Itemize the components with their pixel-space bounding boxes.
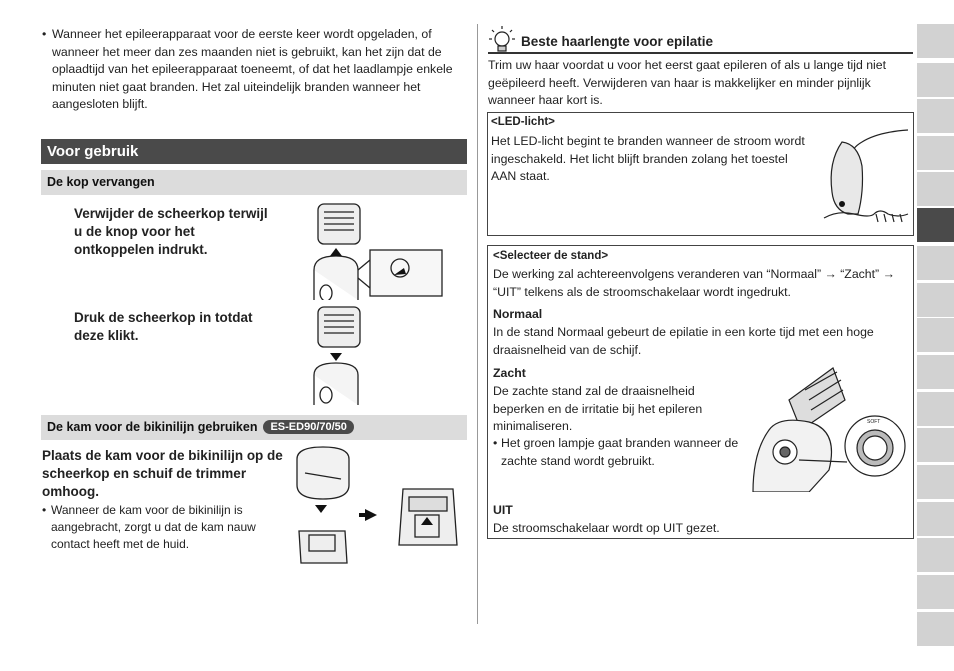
model-badge: ES-ED90/70/50 xyxy=(263,420,353,434)
page-tab-10[interactable] xyxy=(917,355,954,389)
normaal-title: Normaal xyxy=(493,307,543,321)
soft-label: SOFT xyxy=(867,419,881,425)
led-title: <LED-licht> xyxy=(491,116,555,128)
subsection-kop-title: De kop vervangen xyxy=(41,170,467,195)
page-tab-6-active[interactable] xyxy=(917,208,954,242)
page-tab-5[interactable] xyxy=(917,172,954,206)
page-tab-7[interactable] xyxy=(917,246,954,280)
stand-text: De werking zal achtereenvolgens veranderen van “Normaal” → “Zacht” → “UIT” telkens als de stroomschakelaar wordt ingedrukt. xyxy=(493,267,895,299)
zacht-bullet: • Het groen lampje gaat branden wanneer de zachte stand wordt gebruikt. xyxy=(493,435,745,470)
page-tab-3[interactable] xyxy=(917,99,954,133)
normaal-text: In de stand Normaal gebeurt de epilatie in een korte tijd met een hoge draaisnelheid van de schijf. xyxy=(493,325,874,357)
page-tab-8[interactable] xyxy=(917,283,954,317)
page-tab-12[interactable] xyxy=(917,428,954,462)
stand-title: <Selecteer de stand> xyxy=(493,250,609,262)
bikini-comb-illustration xyxy=(293,445,468,570)
attach-head-illustration xyxy=(300,305,370,405)
zacht-text: De zachte stand zal de draaisnelheid beperken en de irritatie bij het epileren minimaliseren. xyxy=(493,384,703,433)
uit-text: De stroomschakelaar wordt op UIT gezet. xyxy=(493,521,720,535)
section-title: Voor gebruik xyxy=(41,139,467,164)
tip-title: Beste haarlengte voor epilatie xyxy=(521,34,714,49)
page-tab-9[interactable] xyxy=(917,318,954,352)
subsection-kam-title xyxy=(41,415,467,440)
led-hand-illustration xyxy=(818,122,910,226)
kam-title-text: De kam voor de bikinilijn gebruiken xyxy=(47,420,258,434)
page-tab-14[interactable] xyxy=(917,502,954,536)
tip-title-underline xyxy=(488,52,913,54)
intro-bullet: • Wanneer het epileerapparaat voor de eerste keer wordt opgeladen, of wanneer het meer dan zes maanden niet is gebruikt, kan het zijn dat de oplaadtijd van het epileerapparaat toeneemt, of dat het laadlampje enkele minuten niet gaat branden. Het zal uiteindelijk branden wanneer het aangesloten blijft. xyxy=(42,26,467,114)
tip-lightbulb-icon xyxy=(486,24,518,54)
zacht-bullet-text: Het groen lampje gaat branden wanneer de zachte stand wordt gebruikt. xyxy=(501,436,739,468)
page-tab-2[interactable] xyxy=(917,63,954,97)
soft-mode-illustration xyxy=(749,360,909,492)
page-tab-15[interactable] xyxy=(917,538,954,572)
uit-title: UIT xyxy=(493,503,513,517)
page-tab-13[interactable] xyxy=(917,465,954,499)
kam-bullet: • Wanneer de kam voor de bikinilijn is aangebracht, zorgt u dat de kam nauw contact heeft met de huid. xyxy=(42,502,287,553)
kop-step2: Druk de scheerkop in totdat deze klikt. xyxy=(74,310,253,343)
page-tab-11[interactable] xyxy=(917,392,954,426)
column-divider xyxy=(477,24,478,624)
kop-step1: Verwijder de scheerkop terwijl u de knop voor het ontkoppelen indrukt. xyxy=(74,206,268,257)
tip-text: Trim uw haar voordat u voor het eerst gaat epileren of als u lange tijd niet geëpileerd heeft. Verwijderen van haar is makkelijker en minder pijnlijk wanneer haar kort is. xyxy=(488,58,887,107)
page-tab-4[interactable] xyxy=(917,136,954,170)
page-tab-1[interactable] xyxy=(917,24,954,58)
zacht-title: Zacht xyxy=(493,366,526,380)
intro-bullet-text: Wanneer het epileerapparaat voor de eerste keer wordt opgeladen, of wanneer het meer dan zes maanden niet is gebruikt, kan het zijn dat de oplaadtijd van het epileerapparaat toeneemt, of dat het laadlampje enkele minuten niet gaat branden. Het zal uiteindelijk branden wanneer het aangesloten blijft. xyxy=(52,27,453,111)
page-tab-16[interactable] xyxy=(917,575,954,609)
kam-bullet-text: Wanneer de kam voor de bikinilijn is aangebracht, zorgt u dat de kam nauw contact heeft met de huid. xyxy=(51,503,256,551)
remove-head-illustration xyxy=(300,200,445,300)
led-text: Het LED-licht begint te branden wanneer de stroom wordt ingeschakeld. Het licht blijft branden zolang het toestel AAN staat. xyxy=(491,134,805,183)
page-tab-17[interactable] xyxy=(917,612,954,646)
kam-instruction: Plaats de kam voor de bikinilijn op de scheerkop en schuif de trimmer omhoog. xyxy=(42,448,283,499)
